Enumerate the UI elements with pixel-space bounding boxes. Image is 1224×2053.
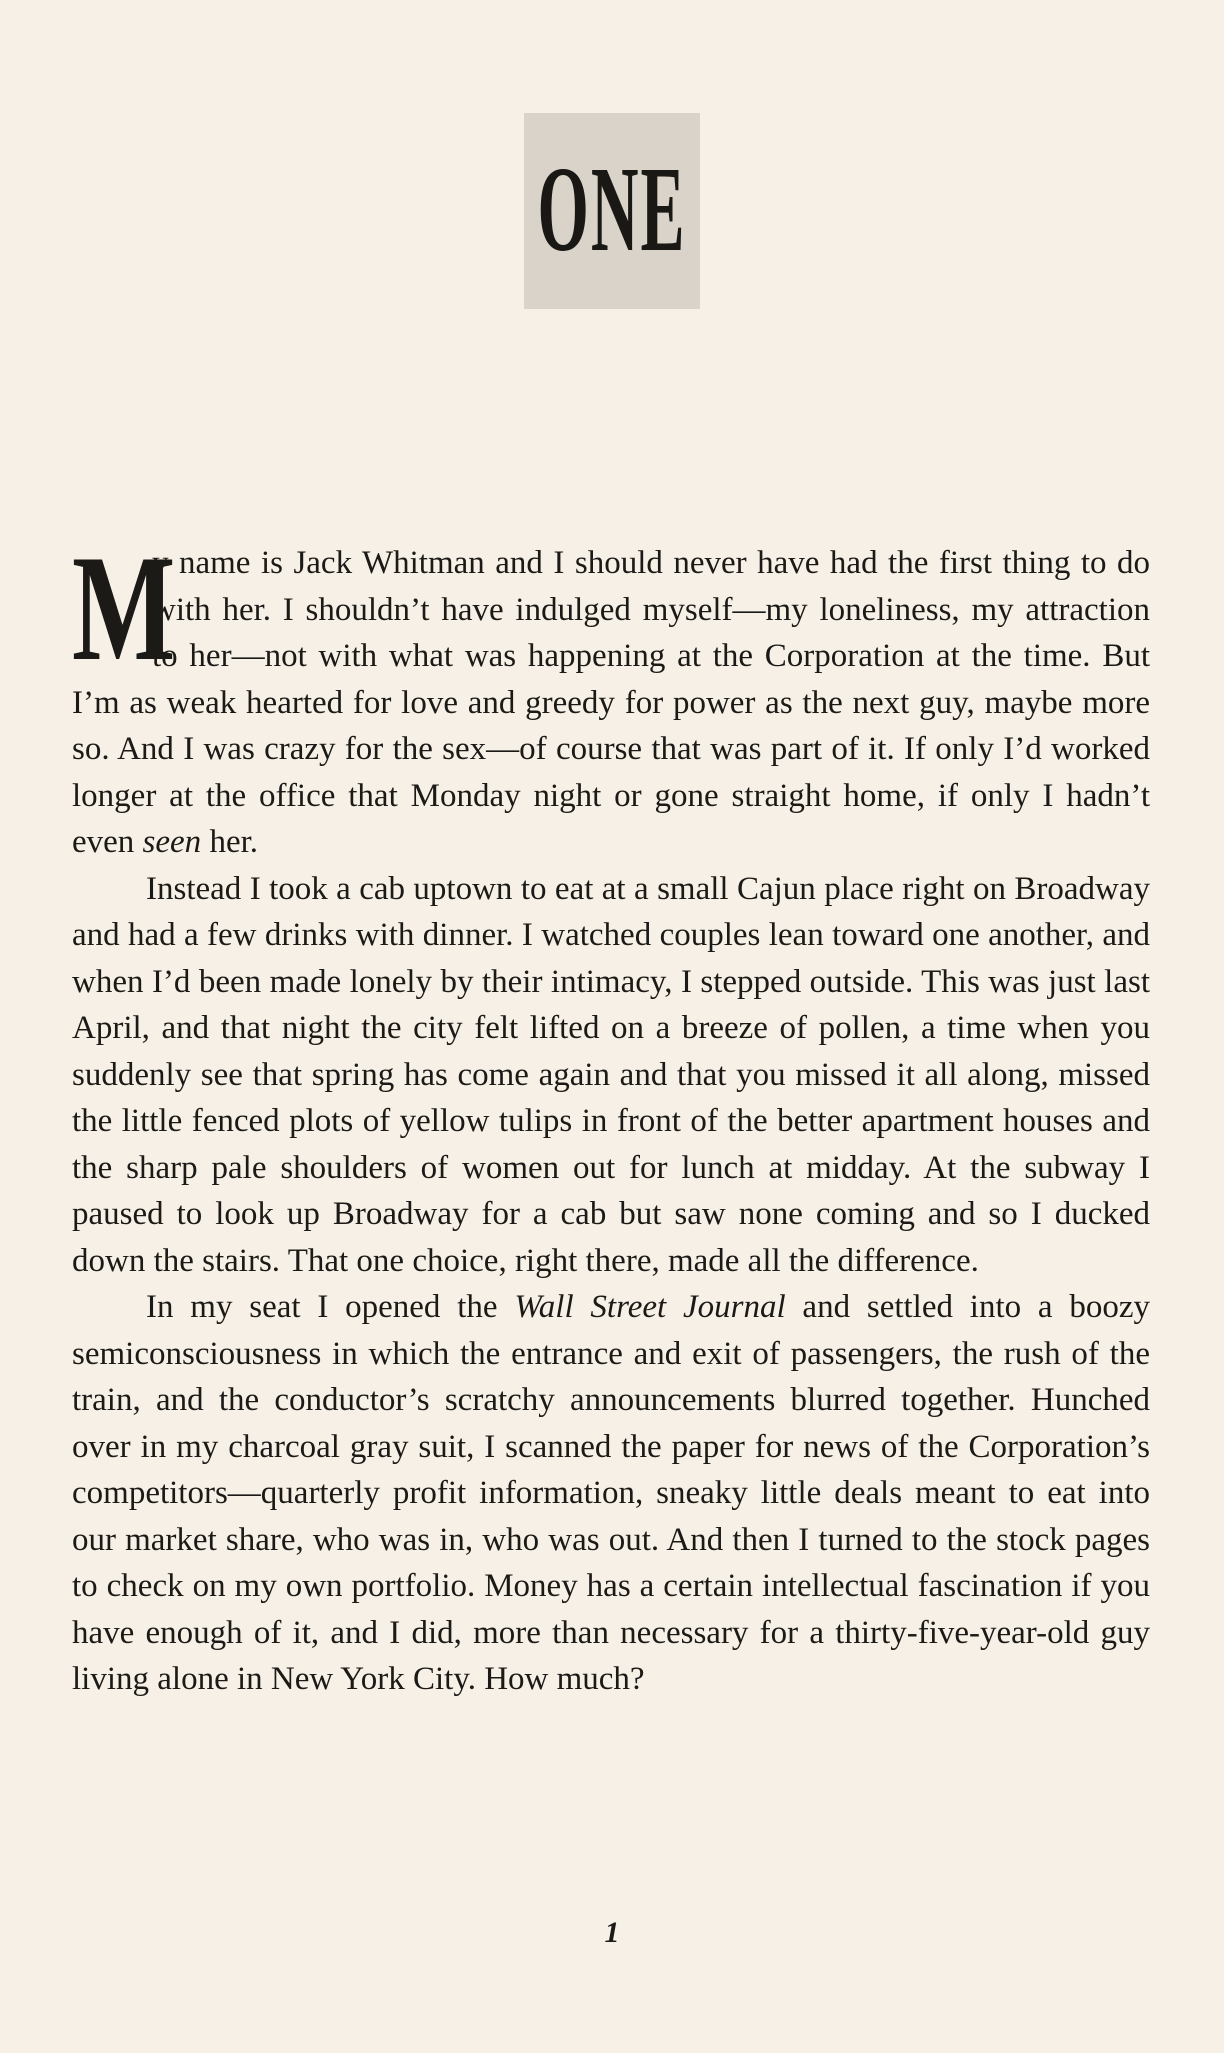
chapter-heading-box (524, 113, 700, 309)
text-segment: Instead I took a cab uptown to eat at a small Cajun place right on Broadway and had a few drinks with dinner. I watched couples lean toward one another, and when I’d been made lonely by their intimacy, I stepped outside. This was just last April, and that night the city felt lifted on a breeze of pollen, a time when you suddenly see that spring has come again and that you missed it all along, missed the little fenced plots of yellow tulips in front of the better apartment houses and the sharp pale shoulders of women out for lunch at midday. At the subway I paused to look up Broadway for a cab but saw none coming and so I ducked down the stairs. That one choice, right there, made all the difference. (72, 870, 1150, 1279)
page-number: 1 (604, 1916, 620, 1949)
text-segment: and settled into a boozy semiconsciousness in which the entrance and exit of passengers, the rush of the train, and the conductor’s scratchy announcements blurred together. Hunched over in my charcoal gray suit, I scanned the paper for news of the Corporation’s competitors—quarterly profit information, sneaky little deals meant to eat into our market share, who was in, who was out. And then I turned to the stock pages to check on my own portfolio. Money has a certain intellectual fascination if you have enough of it, and I did, more than necessary for a thirty-five-year-old guy living alone in New York City. How much? (72, 1289, 1151, 1697)
italic-text-segment: Wall Street Journal (514, 1289, 786, 1325)
chapter-title: ONE (537, 142, 687, 278)
paragraph-3 (72, 1284, 1150, 1703)
body-text (72, 524, 1151, 1703)
paragraph-2 (72, 866, 1150, 1285)
paragraph-1 (72, 524, 1150, 866)
text-segment: In my seat I opened the (146, 1289, 515, 1325)
text-segment: her. (201, 824, 259, 860)
italic-text-segment: seen (142, 824, 202, 860)
text-segment: y name is Jack Whitman and I should never have had the first thing to do with her. I shouldn’t have indulged myself—my loneliness, my attraction to her—not with what was happening at the Corporation at the time. But I’m as weak hearted for love and greedy for power as the next guy, maybe more so. And I was crazy for the sex—of course that was part of it. If only I’d worked longer at the office that Monday night or gone straight home, if only I hadn’t even (72, 545, 1150, 860)
drop-cap: M (72, 524, 176, 692)
